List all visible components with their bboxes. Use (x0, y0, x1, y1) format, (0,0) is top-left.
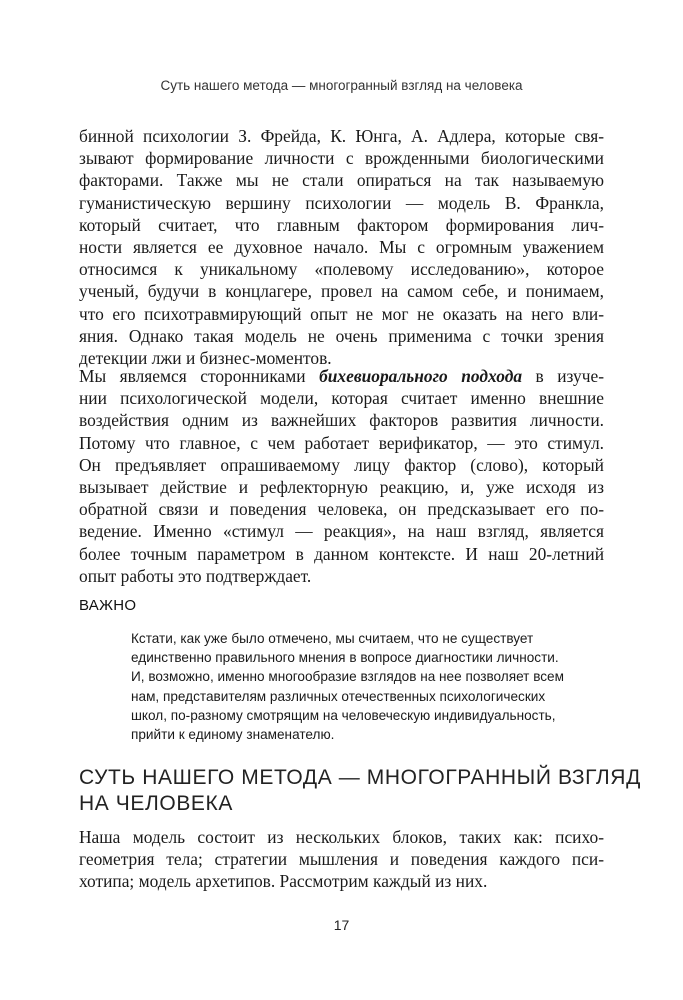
section-heading (79, 765, 641, 817)
text-line-with-emphasis (79, 365, 604, 387)
text-line: который считает, что главным фактором формирования лич- (79, 214, 604, 235)
text-line: Потому что главное, с чем работает верификатор, — это стимул. (79, 432, 604, 453)
note-line: прийти к единому знаменателю. (131, 727, 335, 743)
text-line: ученый, будучи в концлагере, провел на самом себе, и понимаем, (79, 281, 604, 302)
paragraph-freud-frankl (79, 125, 604, 369)
heading-line: СУТЬ НАШЕГО МЕТОДА — МНОГОГРАННЫЙ ВЗГЛЯД (79, 766, 641, 789)
text-line: яния. Однако такая модель не очень применима с точки зрения (79, 325, 604, 346)
text-line: Он предъявляет опрашиваемому лицу фактор (слово), который (79, 454, 604, 475)
text-line: вызывает действие и рефлекторную реакцию, и, уже исходя из (79, 477, 604, 498)
text-line: ведение. Именно «стимул — реакция», на наш взгляд, является (79, 521, 604, 542)
text-line: ности является ее духовное начало. Мы с огромным уважением (79, 237, 604, 258)
text-line: гуманистическую вершину психологии — модель В. Франкла, (79, 192, 604, 213)
note-line: нам, представителям различных отечественных психологических (131, 688, 546, 704)
heading-line: НА ЧЕЛОВЕКА (79, 792, 233, 815)
paragraph-model-blocks (79, 826, 604, 893)
text-line: зывают формирование личности с врожденными биологическими (79, 148, 604, 169)
note-line: школ, по-разному смотрящим на человеческую индивидуальность, (131, 707, 556, 723)
emphasis-behavioral-approach: бихевиорального подхода (319, 366, 523, 386)
text-line: воздействия одним из важнейших факторов развития личности. (79, 410, 604, 431)
text-line: опыт работы это подтверждает. (79, 565, 312, 586)
important-label: ВАЖНО (79, 597, 137, 614)
text-line: что его психотравмирующий опыт не мог не оказать на него вли- (79, 303, 604, 324)
note-line: единственно правильного мнения в вопросе диагностики личности. (131, 650, 559, 666)
text-line: детекции лжи и бизнес-моментов. (79, 348, 332, 369)
text-line: хотипа; модель архетипов. Рассмотрим каждый из них. (79, 871, 488, 892)
note-line: Кстати, как уже было отмечено, мы считаем, что не существует (131, 631, 534, 646)
running-header: Суть нашего метода — многогранный взгляд на человека (160, 78, 523, 93)
text-line: Наша модель состоит из нескольких блоков, таких как: психо- (79, 827, 604, 847)
text-line: относимся к уникальному «полевому исследованию», которое (79, 259, 604, 280)
paragraph-behavioral-approach (79, 365, 604, 587)
text-line: более точным параметром в данном контексте. И наш 20-летний (79, 543, 604, 564)
text-line: нии психологической модели, которая считает именно внешние (79, 388, 604, 409)
text-line: обратной связи и поведения человека, он предсказывает его по- (79, 499, 604, 520)
important-note-text (131, 629, 604, 744)
text-line: факторами. Также мы не стали опираться на так называемую (79, 170, 604, 191)
text-line: геометрия тела; стратегии мышления и поведения каждого пси- (79, 849, 604, 870)
page-number: 17 (333, 917, 350, 933)
text-fragment: в изуче- (522, 366, 605, 386)
text-fragment: Мы являемся сторонниками (79, 366, 320, 386)
note-line: И, возможно, именно многообразие взглядов на нее позволяет всем (131, 669, 564, 685)
text-line: бинной психологии З. Фрейда, К. Юнга, А. Адлера, которые свя- (79, 126, 604, 146)
